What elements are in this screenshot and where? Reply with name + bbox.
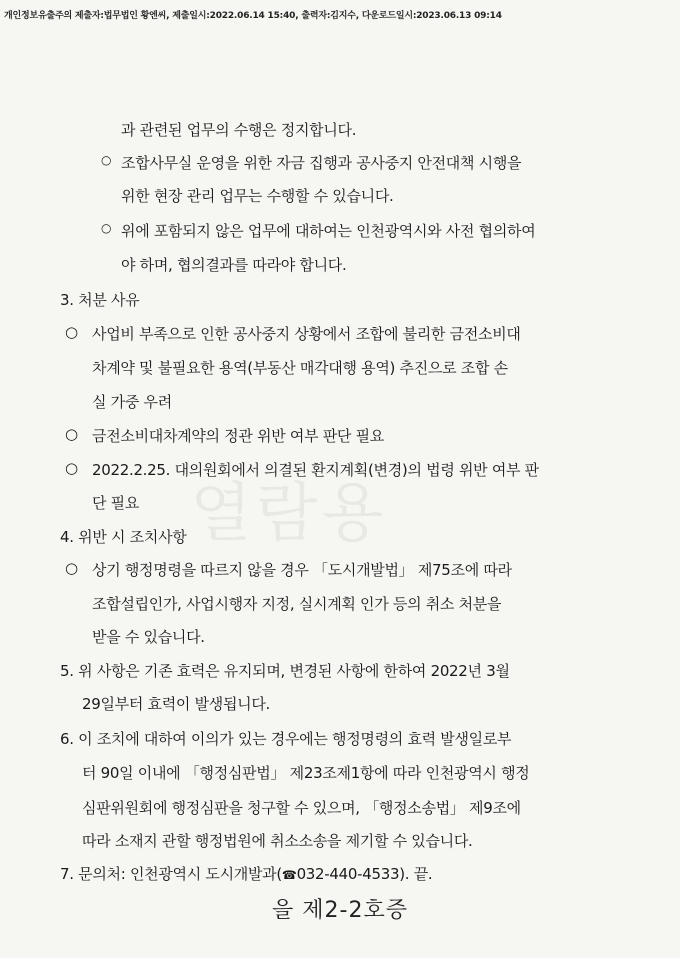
viewing-watermark: 열람용 bbox=[190, 477, 388, 551]
section-heading-3: 3. 처분 사유 bbox=[60, 291, 140, 309]
text-line: 위한 현장 관리 업무는 수행할 수 있습니다. bbox=[121, 187, 394, 205]
circle-bullet-icon: ○ bbox=[101, 221, 112, 235]
text-line: 심판위원회에 행정심판을 청구할 수 있으며, 「행정소송법」 제9조에 bbox=[82, 799, 521, 817]
circle-bullet-icon: ○ bbox=[65, 459, 79, 477]
phone-icon: ☎ bbox=[281, 868, 297, 882]
text-line: 사업비 부족으로 인한 공사중지 상황에서 조합에 불리한 금전소비대 bbox=[92, 325, 521, 343]
text-line: 조합설립인가, 사업시행자 지정, 실시계획 인가 등의 취소 처분을 bbox=[92, 595, 502, 613]
section-heading-6: 6. 이 조치에 대하여 이의가 있는 경우에는 행정명령의 효력 발생일로부 bbox=[60, 730, 512, 748]
text-line: 따라 소재지 관할 행정법원에 취소소송을 제기할 수 있습니다. bbox=[82, 832, 473, 850]
text-line: 단 필요 bbox=[92, 494, 140, 512]
circle-bullet-icon: ○ bbox=[65, 323, 79, 341]
text-line: 실 가중 우려 bbox=[92, 393, 172, 411]
section-heading-7 bbox=[60, 863, 432, 884]
circle-bullet-icon: ○ bbox=[65, 559, 79, 577]
text-line: 받을 수 있습니다. bbox=[92, 628, 205, 646]
section-heading-4: 4. 위반 시 조치사항 bbox=[60, 528, 187, 546]
text-line: 29일부터 효력이 발생됩니다. bbox=[82, 695, 270, 713]
text-line: 터 90일 이내에 「행정심판법」 제23조제1항에 따라 인천광역시 행정 bbox=[82, 764, 530, 782]
text-line: 차계약 및 불필요한 용역(부동산 매각대행 용역) 추진으로 조합 손 bbox=[92, 359, 508, 377]
text-line: 야 하며, 협의결과를 따라야 합니다. bbox=[121, 256, 347, 274]
circle-bullet-icon: ○ bbox=[65, 425, 79, 443]
contact-number: 032-440-4533). 끝. bbox=[296, 865, 433, 883]
text-line: 2022.2.25. 대의원회에서 의결된 환지계획(변경)의 법령 위반 여부 판 bbox=[92, 461, 539, 479]
text-line: 과 관련된 업무의 수행은 정지합니다. bbox=[121, 121, 357, 139]
circle-bullet-icon: ○ bbox=[101, 153, 112, 167]
contact-label: 7. 문의처: 인천광역시 도시개발과( bbox=[60, 865, 282, 883]
text-line: 조합사무실 운영을 위한 자금 집행과 공사중지 안전대책 시행을 bbox=[121, 154, 522, 172]
text-line: 상기 행정명령을 따르지 않을 경우 「도시개발법」 제75조에 따라 bbox=[92, 561, 512, 579]
text-line: 위에 포함되지 않은 업무에 대하여는 인천광역시와 사전 협의하여 bbox=[121, 222, 536, 240]
section-heading-5: 5. 위 사항은 기존 효력은 유지되며, 변경된 사항에 한하여 2022년 3월 bbox=[60, 662, 510, 680]
text-line: 금전소비대차계약의 정관 위반 여부 판단 필요 bbox=[92, 427, 384, 445]
exhibit-number: 을 제2-2호증 bbox=[272, 898, 408, 923]
document-header-stamp: 개인정보유출주의 제출자:법무법인 황엔씨, 제출일시:2022.06.14 15:40, 출력자:김지수, 다운로드일시:2023.06.13 09:14 bbox=[4, 11, 502, 21]
